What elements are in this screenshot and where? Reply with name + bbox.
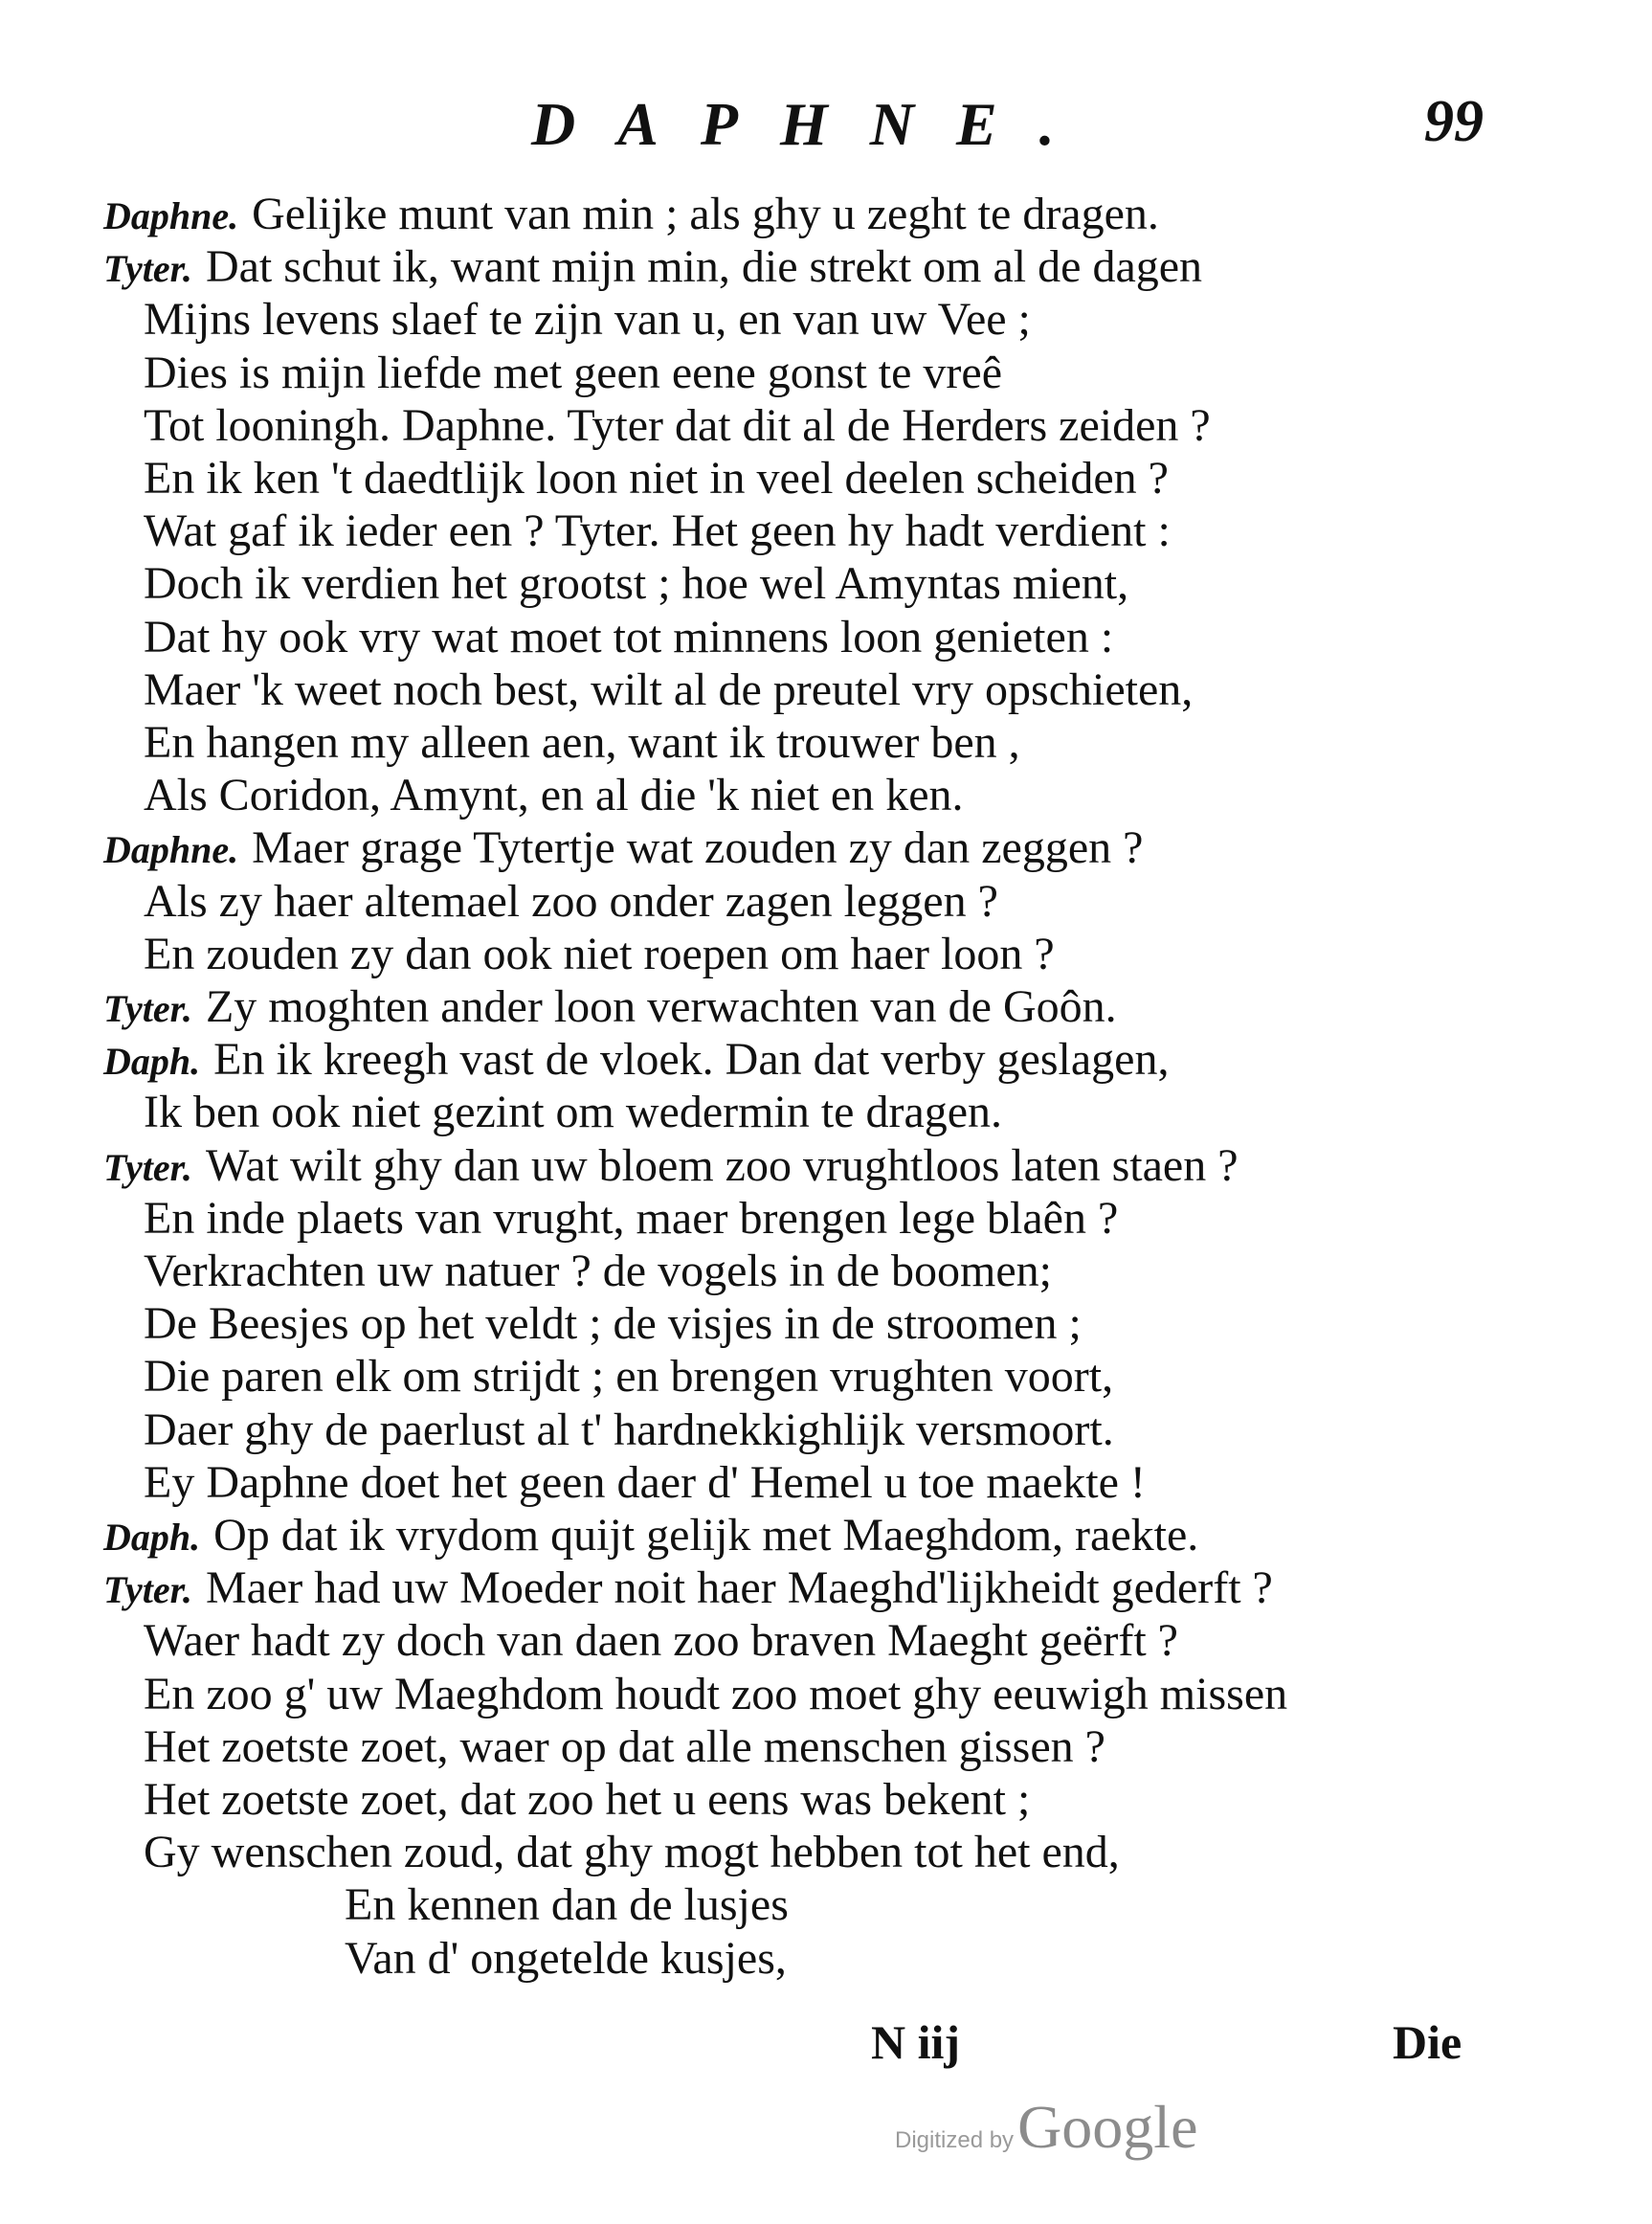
verse-line-text: Maer grage Tytertje wat zouden zy dan zeggen ? <box>252 822 1144 873</box>
verse-line <box>144 717 1020 768</box>
verse-line-text: Dat schut ik, want mijn min, die strekt om al de dagen <box>205 241 1203 292</box>
speaker-name: Tyter. <box>103 1568 192 1611</box>
verse-line-text: Waer hadt zy doch van daen zoo braven Maeght geërft ? <box>144 1615 1178 1666</box>
verse-line <box>144 1351 1114 1402</box>
verse-line <box>144 294 1031 345</box>
verse-line <box>144 1457 1146 1508</box>
verse-line <box>103 1510 1199 1561</box>
verse-line-text: Als Coridon, Amynt, en al die 'k niet en ken. <box>144 770 964 820</box>
verse-line-text: Doch ik verdien het grootst ; hoe wel Amyntas mient, <box>144 558 1129 609</box>
verse-line-text: En zouden zy dan ook niet roepen om haer loon ? <box>144 929 1055 979</box>
verse-line-text: Ik ben ook niet gezint om wedermin te dragen. <box>144 1087 1003 1137</box>
verse-line <box>144 1827 1120 1877</box>
verse-line-text: Gelijke munt van min ; als ghy u zeght te dragen. <box>252 189 1159 239</box>
speaker-name: Tyter. <box>103 247 192 290</box>
speaker-name: Tyter. <box>103 1146 192 1189</box>
verse-line-text: Dies is mijn liefde met geen eene gonst te vreê <box>144 348 1003 398</box>
verse-line <box>103 1034 1170 1085</box>
verse-line-text: En kennen dan de lusjes <box>345 1879 789 1930</box>
verse-line <box>144 770 964 820</box>
digitized-watermark <box>895 2093 1198 2161</box>
verse-line <box>103 981 1117 1032</box>
verse-line-text: Ey Daphne doet het geen daer d' Hemel u toe maekte ! <box>144 1457 1146 1508</box>
verse-line-text: En hangen my alleen aen, want ik trouwer ben , <box>144 717 1020 768</box>
verse-line-text: En inde plaets van vrught, maer brengen lege blaên ? <box>144 1193 1119 1244</box>
verse-line-text: Tot looningh. Daphne. Tyter dat dit al de Herders zeiden ? <box>144 400 1211 451</box>
verse-line <box>345 1933 787 1984</box>
catchword: Die <box>1393 2015 1462 2069</box>
verse-line-text: Mijns levens slaef te zijn van u, en van uw Vee ; <box>144 294 1031 345</box>
verse-line <box>103 1140 1239 1191</box>
verse-line <box>144 1298 1082 1349</box>
verse-line-text: Dat hy ook vry wat moet tot minnens loon genieten : <box>144 612 1114 663</box>
verse-line <box>144 350 1002 396</box>
verse-line <box>144 876 998 927</box>
watermark-brand: Google <box>1017 2093 1198 2161</box>
verse-line-text: Verkrachten uw natuer ? de vogels in de boomen; <box>144 1246 1053 1296</box>
verse-line-text: Het zoetste zoet, dat zoo het u eens was bekent ; <box>144 1774 1031 1825</box>
verse-line-text: Op dat ik vrydom quijt gelijk met Maeghdom, raekte. <box>213 1510 1199 1561</box>
verse-line-text: Maer 'k weet noch best, wilt al de preutel vry opschieten, <box>144 664 1194 715</box>
verse-line <box>144 400 1211 451</box>
watermark-prefix: Digitized by <box>895 2127 1015 2153</box>
verse-line-text: Die paren elk om strijdt ; en brengen vrughten voort, <box>144 1351 1114 1402</box>
verse-line <box>103 1562 1273 1613</box>
verse-line-text: En ik ken 't daedtlijk loon niet in veel deelen scheiden ? <box>144 453 1169 504</box>
speaker-name: Daphne. <box>103 194 239 237</box>
verse-line-text: Wat gaf ik ieder een ? Tyter. Het geen hy hadt verdient : <box>144 505 1171 556</box>
verse-line <box>144 453 1169 504</box>
verse-line-text: Zy moghten ander loon verwachten van de Goôn. <box>205 981 1117 1032</box>
verse-line <box>103 191 1159 237</box>
speaker-name: Daph. <box>103 1040 201 1083</box>
verse-line-text: En ik kreegh vast de vloek. Dan dat verby geslagen, <box>213 1034 1170 1085</box>
verse-line <box>144 505 1171 556</box>
verse-line <box>144 929 1055 979</box>
verse-line-text: Wat wilt ghy dan uw bloem zoo vrughtloos laten staen ? <box>205 1140 1239 1191</box>
verse-line-text: Als zy haer altemael zoo onder zagen leggen ? <box>144 876 998 927</box>
verse-line <box>144 664 1194 715</box>
verse-line <box>345 1879 789 1930</box>
speaker-name: Daphne. <box>103 828 239 871</box>
verse-line <box>144 612 1114 663</box>
verse-line-text: En zoo g' uw Maeghdom houdt zoo moet ghy eeuwigh missen <box>144 1669 1288 1719</box>
page-number: 99 <box>1424 89 1484 154</box>
verse-line-text: Maer had uw Moeder noit haer Maeghd'lijkheidt gederft ? <box>205 1562 1273 1613</box>
verse-line <box>144 1669 1288 1719</box>
verse-line <box>144 1248 1052 1294</box>
verse-line-text: Van d' ongetelde kusjes, <box>345 1933 787 1984</box>
running-title: DAPHNE. <box>531 90 1097 158</box>
verse-line-text: Daer ghy de paerlust al t' hardnekkighlijk versmoort. <box>144 1404 1114 1455</box>
verse-line <box>144 1404 1114 1455</box>
verse-line <box>144 1087 1003 1137</box>
verse-line-text: De Beesjes op het veldt ; de visjes in de stroomen ; <box>144 1298 1082 1349</box>
speaker-name: Tyter. <box>103 987 192 1030</box>
verse-line <box>144 1721 1105 1772</box>
verse-line <box>103 822 1144 873</box>
verse-line-text: Het zoetste zoet, waer op dat alle menschen gissen ? <box>144 1721 1105 1772</box>
verse-line-text: Gy wenschen zoud, dat ghy mogt hebben tot het end, <box>144 1827 1120 1877</box>
speaker-name: Daph. <box>103 1516 201 1559</box>
signature-mark: N iij <box>871 2015 961 2069</box>
verse-line <box>144 1774 1031 1825</box>
verse-line <box>103 241 1203 292</box>
verse-line <box>144 1615 1178 1666</box>
verse-line <box>144 1193 1119 1244</box>
verse-line <box>144 558 1129 609</box>
